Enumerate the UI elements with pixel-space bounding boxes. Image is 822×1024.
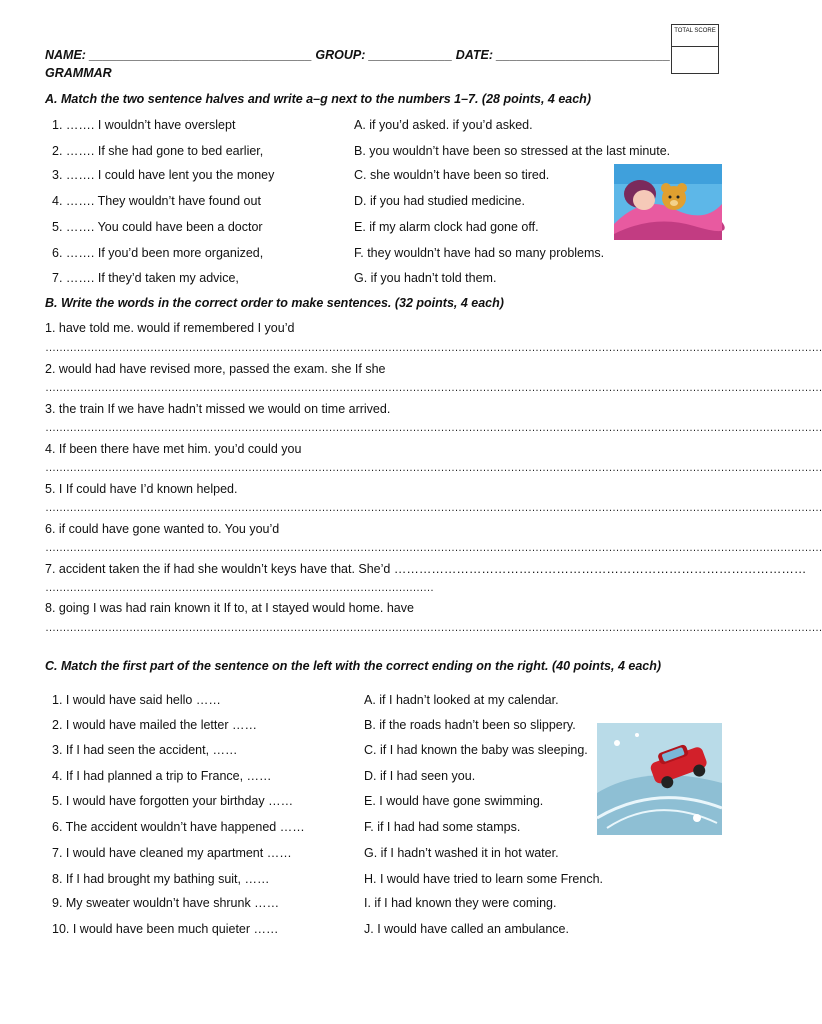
c-left-7: 7. I would have cleaned my apartment ……	[52, 846, 292, 860]
grammar-heading: GRAMMAR	[45, 66, 112, 80]
a-left-4: 4. ……. They wouldn’t have found out	[52, 194, 261, 208]
a-left-1: 1. ……. I wouldn’t have overslept	[52, 118, 236, 132]
a-left-7: 7. ……. If they’d taken my advice,	[52, 271, 239, 285]
c-right-b: B. if the roads hadn’t been so slippery.	[364, 718, 576, 732]
c-right-h: H. I would have tried to learn some French.	[364, 872, 604, 886]
b-item-4: 4. If been there have met him. you’d could you	[45, 442, 302, 456]
a-left-5: 5. ……. You could have been a doctor	[52, 220, 263, 234]
c-right-f: F. if I had had some stamps.	[364, 820, 521, 834]
section-c-title: C. Match the first part of the sentence on the left with the correct ending on the right. (40 points, 4 each)	[45, 659, 662, 673]
c-left-5: 5. I would have forgotten your birthday ……	[52, 794, 294, 808]
b-item-8: 8. going I was had rain known it If to, at I stayed would home. have	[45, 601, 414, 615]
a-right-b: B. you wouldn’t have been so stressed at the last minute.	[354, 144, 671, 158]
c-right-e: E. I would have gone swimming.	[364, 794, 544, 808]
c-right-c: C. if I had known the baby was sleeping.	[364, 743, 588, 757]
a-right-e: E. if my alarm clock had gone off.	[354, 220, 539, 234]
section-a-title: A. Match the two sentence halves and write a–g next to the numbers 1–7. (28 points, 4 each)	[45, 92, 591, 106]
b-item-1: 1. have told me. would if remembered I you’d	[45, 321, 295, 335]
c-left-6: 6. The accident wouldn’t have happened ……	[52, 820, 305, 834]
a-left-3: 3. ……. I could have lent you the money	[52, 168, 275, 182]
a-left-2: 2. ……. If she had gone to bed earlier,	[52, 144, 264, 158]
b-answer-line-7[interactable]: …………………………………………………………………………………………………	[45, 582, 434, 594]
student-info-line[interactable]: NAME: ________________________________ GROUP: ____________ DATE: _________________________	[45, 48, 671, 62]
c-right-i: I. if I had known they were coming.	[364, 896, 557, 910]
b-answer-line-5[interactable]: ……………………………………………………………………………………………………………………………………………………………………………………………………	[45, 502, 822, 514]
b-item-6: 6. if could have gone wanted to. You you’d	[45, 522, 280, 536]
a-right-g: G. if you hadn’t told them.	[354, 271, 497, 285]
b-answer-line-2[interactable]: ……………………………………………………………………………………………………………………………………………………………………………………………………	[45, 382, 822, 394]
c-left-4: 4. If I had planned a trip to France, ……	[52, 769, 272, 783]
b-answer-line-6[interactable]: ……………………………………………………………………………………………………………………………………………………………………………………………………	[45, 542, 822, 554]
b-item-3: 3. the train If we have hadn’t missed we would on time arrived.	[45, 402, 391, 416]
c-right-d: D. if I had seen you.	[364, 769, 476, 783]
sleeping-girl-illustration	[614, 164, 722, 240]
section-b-title: B. Write the words in the correct order to make sentences. (32 points, 4 each)	[45, 296, 504, 310]
b-answer-line-1[interactable]: ……………………………………………………………………………………………………………………………………………………………………………………………………	[45, 342, 822, 354]
b-item-7: 7. accident taken the if had she wouldn’t keys have that. She’d ………………………………………………………………………………………	[45, 562, 807, 576]
b-answer-line-8[interactable]: ……………………………………………………………………………………………………………………………………………………………………………………………………	[45, 622, 822, 634]
c-right-a: A. if I hadn’t looked at my calendar.	[364, 693, 559, 707]
c-left-8: 8. If I had brought my bathing suit, ……	[52, 872, 270, 886]
car-on-icy-road-illustration	[597, 723, 722, 835]
total-score-label: TOTAL SCORE	[672, 25, 718, 47]
a-right-a: A. if you’d asked. if you’d asked.	[354, 118, 533, 132]
c-left-9: 9. My sweater wouldn’t have shrunk ……	[52, 896, 280, 910]
c-right-g: G. if I hadn’t washed it in hot water.	[364, 846, 559, 860]
c-left-3: 3. If I had seen the accident, ……	[52, 743, 238, 757]
b-item-2: 2. would had have revised more, passed the exam. she If she	[45, 362, 386, 376]
c-left-10: 10. I would have been much quieter ……	[52, 922, 279, 936]
a-left-6: 6. ……. If you’d been more organized,	[52, 246, 264, 260]
a-right-c: C. she wouldn’t have been so tired.	[354, 168, 550, 182]
b-item-5: 5. I If could have I’d known helped.	[45, 482, 238, 496]
c-right-j: J. I would have called an ambulance.	[364, 922, 569, 936]
c-left-2: 2. I would have mailed the letter ……	[52, 718, 257, 732]
c-left-1: 1. I would have said hello ……	[52, 693, 221, 707]
b-answer-line-4[interactable]: ……………………………………………………………………………………………………………………………………………………………………………………………………	[45, 462, 822, 474]
a-right-f: F. they wouldn’t have had so many problems.	[354, 246, 605, 260]
b-answer-line-3[interactable]: ……………………………………………………………………………………………………………………………………………………………………………………………………	[45, 422, 822, 434]
a-right-d: D. if you had studied medicine.	[354, 194, 525, 208]
total-score-box[interactable]	[671, 24, 719, 74]
